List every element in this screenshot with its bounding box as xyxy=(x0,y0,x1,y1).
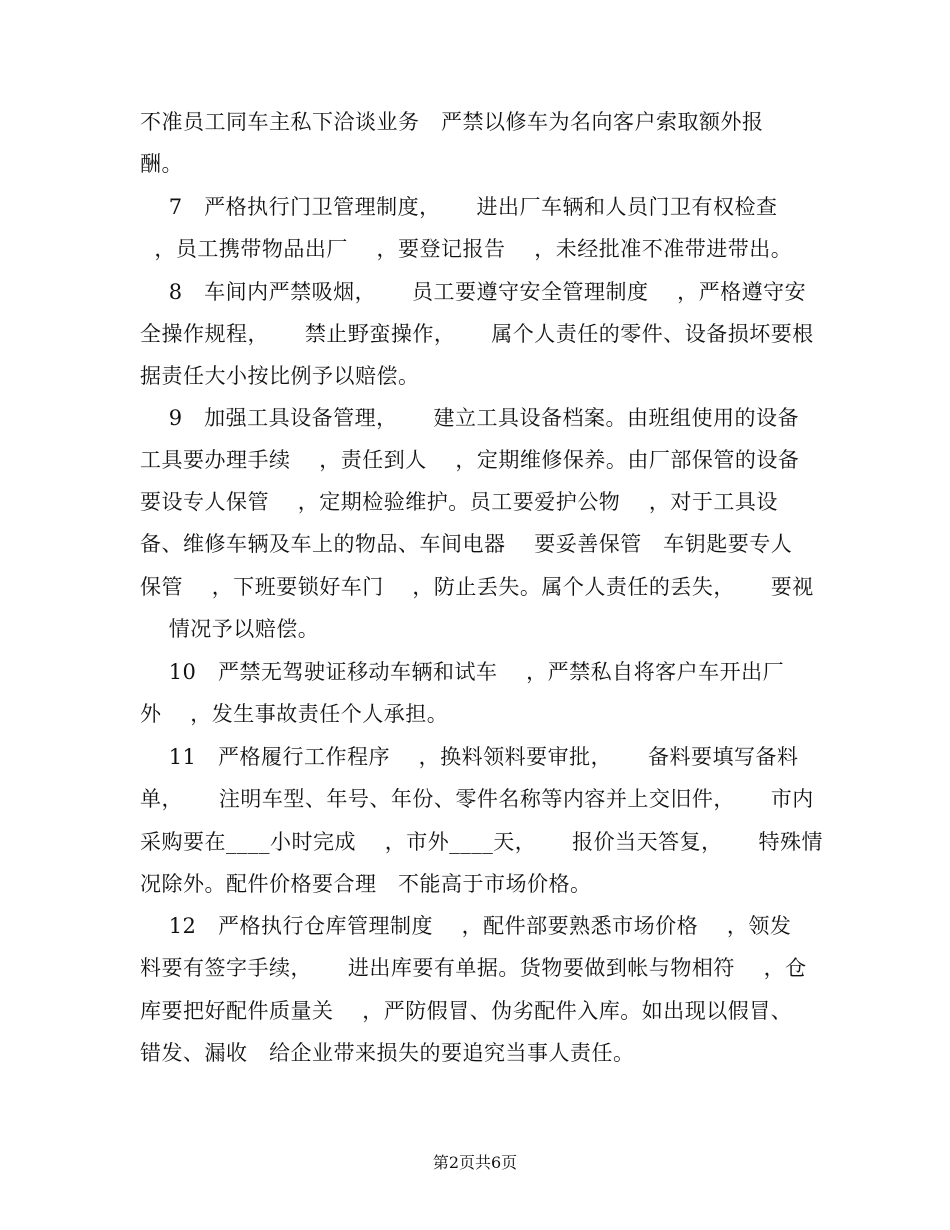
text-line: 据责任大小按比例予以赔偿。 xyxy=(140,364,420,388)
text-line: 要设专人保管 ，定期检验维护。员工要爱护公物 ，对于工具设 xyxy=(140,490,778,514)
text-line: 库要把好配件质量关 ，严防假冒、伪劣配件入库。如出现以假冒、 xyxy=(140,999,793,1023)
text-line: 酬。 xyxy=(140,152,183,176)
text-line: 情况予以赔偿。 xyxy=(140,617,320,641)
text-line: 8 车间内严禁吸烟， 员工要遵守安全管理制度 ，严格遵守安 xyxy=(140,280,807,304)
text-line: 外 ，发生事故责任个人承担。 xyxy=(140,702,449,726)
text-line: 备、维修车辆及车上的物品、车间电器 要妥善保管 车钥匙要专人 xyxy=(140,532,793,556)
text-line: 错发、漏收 给企业带来损失的要追究当事人责任。 xyxy=(140,1041,635,1065)
page-number-footer: 第2页共6页 xyxy=(432,1153,518,1172)
text-line: 全操作规程， 禁止野蛮操作， 属个人责任的零件、设备损坏要根 xyxy=(140,322,814,346)
text-line: ，员工携带物品出厂 ，要登记报告 ，未经批准不准带进带出。 xyxy=(140,237,793,261)
text-line: 9 加强工具设备管理， 建立工具设备档案。由班组使用的设备 xyxy=(140,406,799,430)
text-line: 况除外。配件价格要合理 不能高于市场价格。 xyxy=(140,872,592,896)
text-line: 12 严格执行仓库管理制度 ，配件部要熟悉市场价格 ，领发 xyxy=(140,914,792,938)
text-line: 单， 注明车型、年号、年份、零件名称等内容并上交旧件， 市内 xyxy=(140,787,814,811)
text-line: 10 严禁无驾驶证移动车辆和试车 ，严禁私自将客户车开出厂 xyxy=(140,660,785,684)
text-line: 7 严格执行门卫管理制度， 进出厂车辆和人员门卫有权检查 xyxy=(140,195,778,219)
text-line: 采购要在____小时完成 ，市外____天， 报价当天答复， 特殊情 xyxy=(140,830,823,854)
text-line: 保管 ，下班要锁好车门 ，防止丢失。属个人责任的丢失， 要视 xyxy=(140,575,814,599)
text-line: 料要有签字手续， 进出库要有单据。货物要做到帐与物相符 ，仓 xyxy=(140,956,807,980)
text-line: 11 严格履行工作程序 ，换料领料要审批， 备料要填写备料 xyxy=(140,745,799,769)
text-line: 不准员工同车主私下洽谈业务 严禁以修车为名向客户索取额外报 xyxy=(140,110,764,134)
text-line: 工具要办理手续 ，责任到人 ，定期维修保养。由厂部保管的设备 xyxy=(140,448,800,472)
